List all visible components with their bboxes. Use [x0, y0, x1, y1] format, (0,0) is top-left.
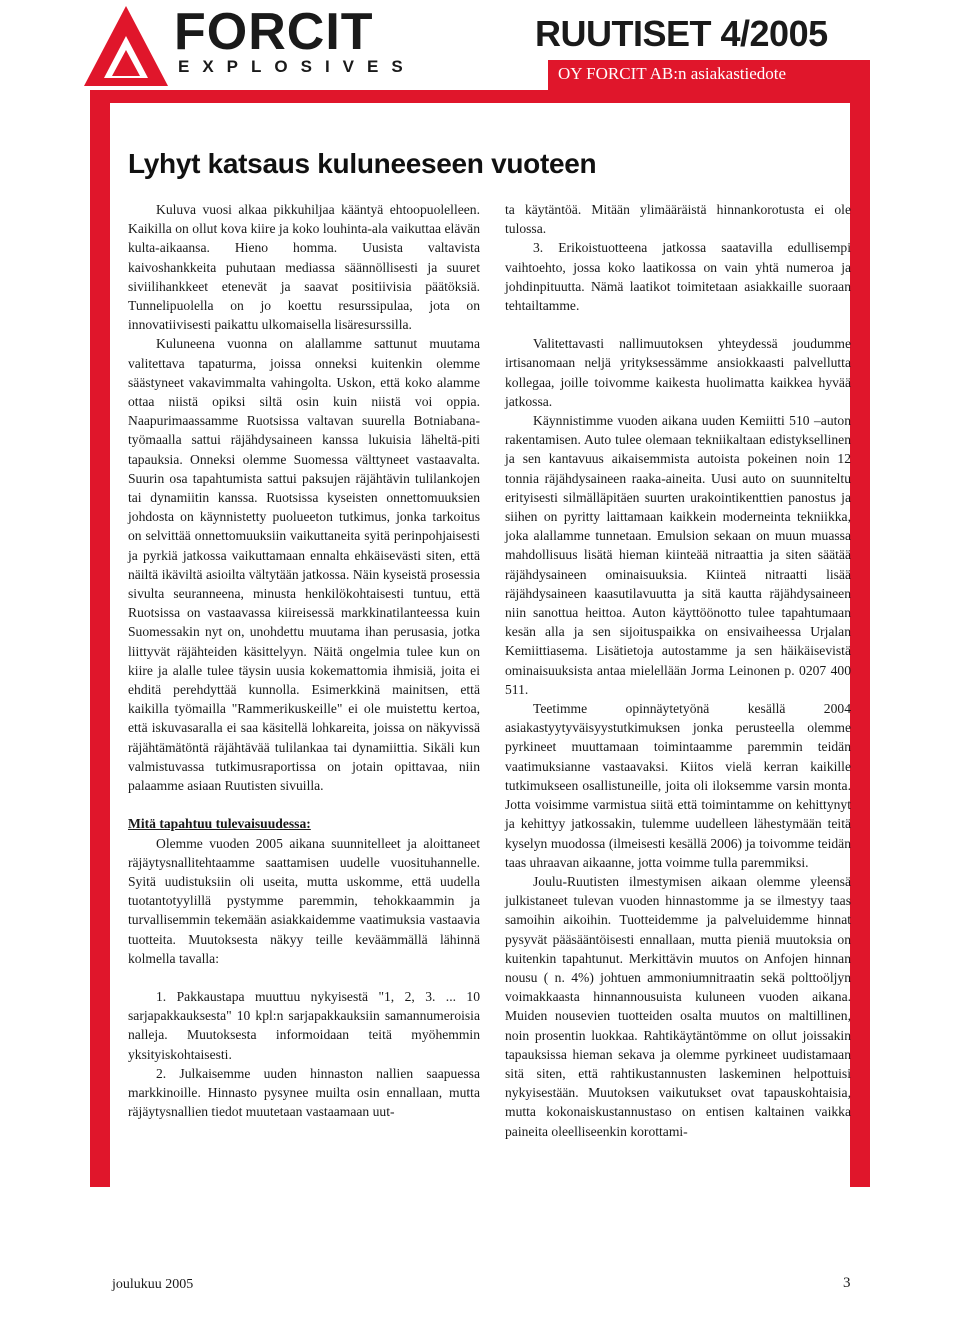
article-column-left	[128, 200, 480, 1121]
paragraph: ta käytäntöä. Mitään ylimääräistä hinnankorotusta ei ole tulossa.	[505, 202, 851, 237]
paragraph: Kuluva vuosi alkaa pikkuhiljaa kääntyä ehtoopuolelleen. Kaikilla on ollut kova kiire ja koko louhinta-ala vaikuttaa elävän kulta-aikaansa. Hieno homma. Uusista valtavista kaivoshankkeita puhutaan mediassa säännöllisesti ja suuret siviilihankkeet etenevät ja saavat positiivisia päätöksiä. Tunnelipuolella on jo koettu resurssipulaa, jota on innovatiivisesti paikattu ulkomaisella lisäresurssilla.	[128, 202, 480, 333]
paragraph: Käynnistimme vuoden aikana uuden Kemiitti 510 –auton rakentamisen. Auto tulee olemaan tekniikaltaan edistyksellinen ja sen kantavuus aikaisemmista autoista pokeinen noin 12 tonnia räjähdysaineen raaka-aineita. Uusi auto on suunniteltu erityisesti silmälläpitäen suurten urakointikenttien panostus ja siihen on pyritty laittamaan kaikkein moderneinta tekniikka, joka alallamme tunnetaan. Emulsion sekaan on muun muassa mahdollisuus lisätä hieman kiinteää nitraattia ja siten säätää räjähdysaineen ominaisuuksia. Kiinteä nitraatti lisää räjähdysaineen kaasutilavuutta ja sitä kautta räjähdysaineen niin sanottua heittoa. Auton käyttöönotto tulee tapahtumaan kesän alla ja sen sijoituspaikka on ensivaiheessa Urjalan Kemiittiasema. Lisätietoja autostamme ja sen häikäisevistä ominaisuuksista antaa mielellään Jorma Leinonen p. 0207 400 511.	[505, 413, 851, 697]
list-item: 3. Erikoistuotteena jatkossa saatavilla edullisempi vaihtoehto, jossa koko laatikossa on vain yhtä numeroa ja johdinpituutta. Nämä laatikot toimitetaan asiakkaille suoraan tehtailtamme.	[505, 240, 851, 314]
paragraph: Joulu-Ruutisten ilmestymisen aikaan olemme yleensä julkistaneet tulevan vuoden hinnastomme ja se ilmestyy taas samoihin aikoihin. Tuotteidemme ja palveluidemme hinnat pysyvät pääsääntöisesti ennallaan, mutta pieniä muutoksia on kuitenkin tapahtunut. Merkittävin muutos on Anfojen hinnan nousu ( n. 4%) johtuen ammoniumnitraatin sekä polttoöljyn voimakkaasta hinnannousuista kuluneen vuoden aikana. Muiden nousevien tuotteiden osalta muutos on maltillinen, noin prosentin luokkaa. Rahtikäytäntömme on ollut joissakin tapauksissa hieman sekava ja olemme pyrkineet uudistamaan sitä siten, että rahtikustannusten laskeminen helpottuisi nykyisestään. Muutoksen vaikutukset ovat tapauskohtaisia, mutta kokonaiskustannustaso on entisen kaltainen vaikka paineita oleelliseenkin korottami-	[505, 873, 851, 1139]
article-headline: Lyhyt katsaus kuluneeseen vuoteen	[128, 148, 597, 179]
paragraph: Kuluneena vuonna on alallamme sattunut muutama valitettava tapaturma, joissa onneksi kuitenkin olemme säästyneet vakavimmalta vahingolta. Uskon, että koko alamme ottaa niistä opiksi siltä osin kuin niistä voi oppia. Naapurimaassamme Ruotsissa valtavan suurella Botniabana-työmaalla sattui räjähdysaineen kanssa lukuisia läheltä-piti tapauksia. Onneksi olemme Suomessa välttyneet vastaavalta. Suurin osa tapahtumista sattui paksujen räjähtävin tulilankojen tai dynamiitin kanssa. Ruotsissa kyseisten onnettomuuksien johdosta on käynnistetty puolueeton tutkimus, jonka tarkoitus on selvittää onnettomuuksiin vaikuttaneita syitä perinpohjaisesti ja pyrkiä jatkossa vaikuttamaan ennalta ehkäisevästi siten, että näiltä ikäviltä asioilta vältytään jatkossa. Näin kyseistä prosessia sivulta seuranneena, minusta henkilökohtaisesti tuntuu, että Ruotsissa on vastaavassa kiireisessä markkinatilanteessa kuin Suomessakin nyt on, unohdettu muutama ihan perusasia, jotka liittyvät räjähteiden käsittelyyn. Näitä ongelmia tulee kun on kiire ja alalle tulee täysin uusia kokemattomia ihmisiä, joita ei ehditä perehdyttää kunnolla. Esimerkkinä mainitsen, että kaikilla työmailla "Rammerikuskeille" ei ole muistettu kertoa, että iskuvasaralla ei saa käsitellä lohkareita, joissa on näkyvissä räjähtämätöntä räjähtävää tulilankaa tai dynamiittia. Sikäli kun valmistuvassa tutkimusraportissa on jotain opittavaa, niin palaamme asiaan Ruutisten sivuilla.	[128, 336, 480, 794]
forcit-logo	[82, 4, 422, 90]
newsletter-title: RUUTISET 4/2005	[535, 13, 828, 54]
article-column-right	[505, 200, 851, 1141]
footer-date: joulukuu 2005	[112, 1277, 194, 1292]
list-item: 1. Pakkaustapa muuttuu nykyisestä "1, 2, 3. ... 10 sarjapakkauksesta" 10 kpl:n sarjapakkauksiin samannumeroisia nalleja. Muutoksesta informoidaan teitä myöhemmin yksityiskohtaisesti.	[128, 988, 480, 1062]
paragraph: Valitettavasti nallimuutoksen yhteydessä joudumme irtisanomaan neljä yrityksessämme ansiokkaasti palvellutta kollegaa, joille toivomme kaikesta huolimatta kaikkea hyvää jatkossa.	[505, 336, 851, 409]
logo-subtitle: EXPLOSIVES	[178, 57, 416, 76]
flame-triangle-icon	[82, 6, 170, 90]
section-heading: Mitä tapahtuu tulevaisuudessa:	[128, 816, 311, 832]
logo-wordmark: FORCIT	[174, 3, 374, 61]
paragraph: Teetimme opinnäytetyönä kesällä 2004 asiakastyytyväisyystutkimuksen jonka perusteella olemme pyrkineet muuttamaan toimintaamme paremmin teidän vaatimuksianne vastaavaksi. Kiitos vielä kerran kaikille tutkimukseen osallistuneille, joita oli iloksemme varsin monta. Jotta voisimme varmistua siitä että toimintamme on kehittynyt ja kehittyy jatkossakin, tulemme uudelleen lähestymään teitä kyselyn muodossa (ilmeisesti kesällä 2006) ja toivomme teidän taas uhraavan aikaanne, jotta voimme tulla paremmiksi.	[505, 701, 851, 870]
list-item: 2. Julkaisemme uuden hinnaston nallien saapuessa markkinoille. Hinnasto pysynee muilta osin ennallaan, mutta räjäytysnallien tiedot muutetaan vastaamaan uut-	[128, 1065, 480, 1120]
page-number: 3	[843, 1275, 851, 1291]
newsletter-subtitle: OY FORCIT AB:n asiakastiedote	[558, 64, 787, 83]
paragraph: Olemme vuoden 2005 aikana suunnitelleet ja aloittaneet räjäytysnallitehtaamme saattamisen uudelle vuosituhannelle. Syitä uudistuksiin oli useita, mutta uskomme, että uudella tuotantotyylillä pystymme paremmin, tehokkaammin ja turvallisemmin tekemään asiakkaidemme vaatimuksia vastaavia tuotteita. Muutoksesta näkyy teille keväämmällä lähinnä kolmella tavalla:	[128, 835, 480, 966]
